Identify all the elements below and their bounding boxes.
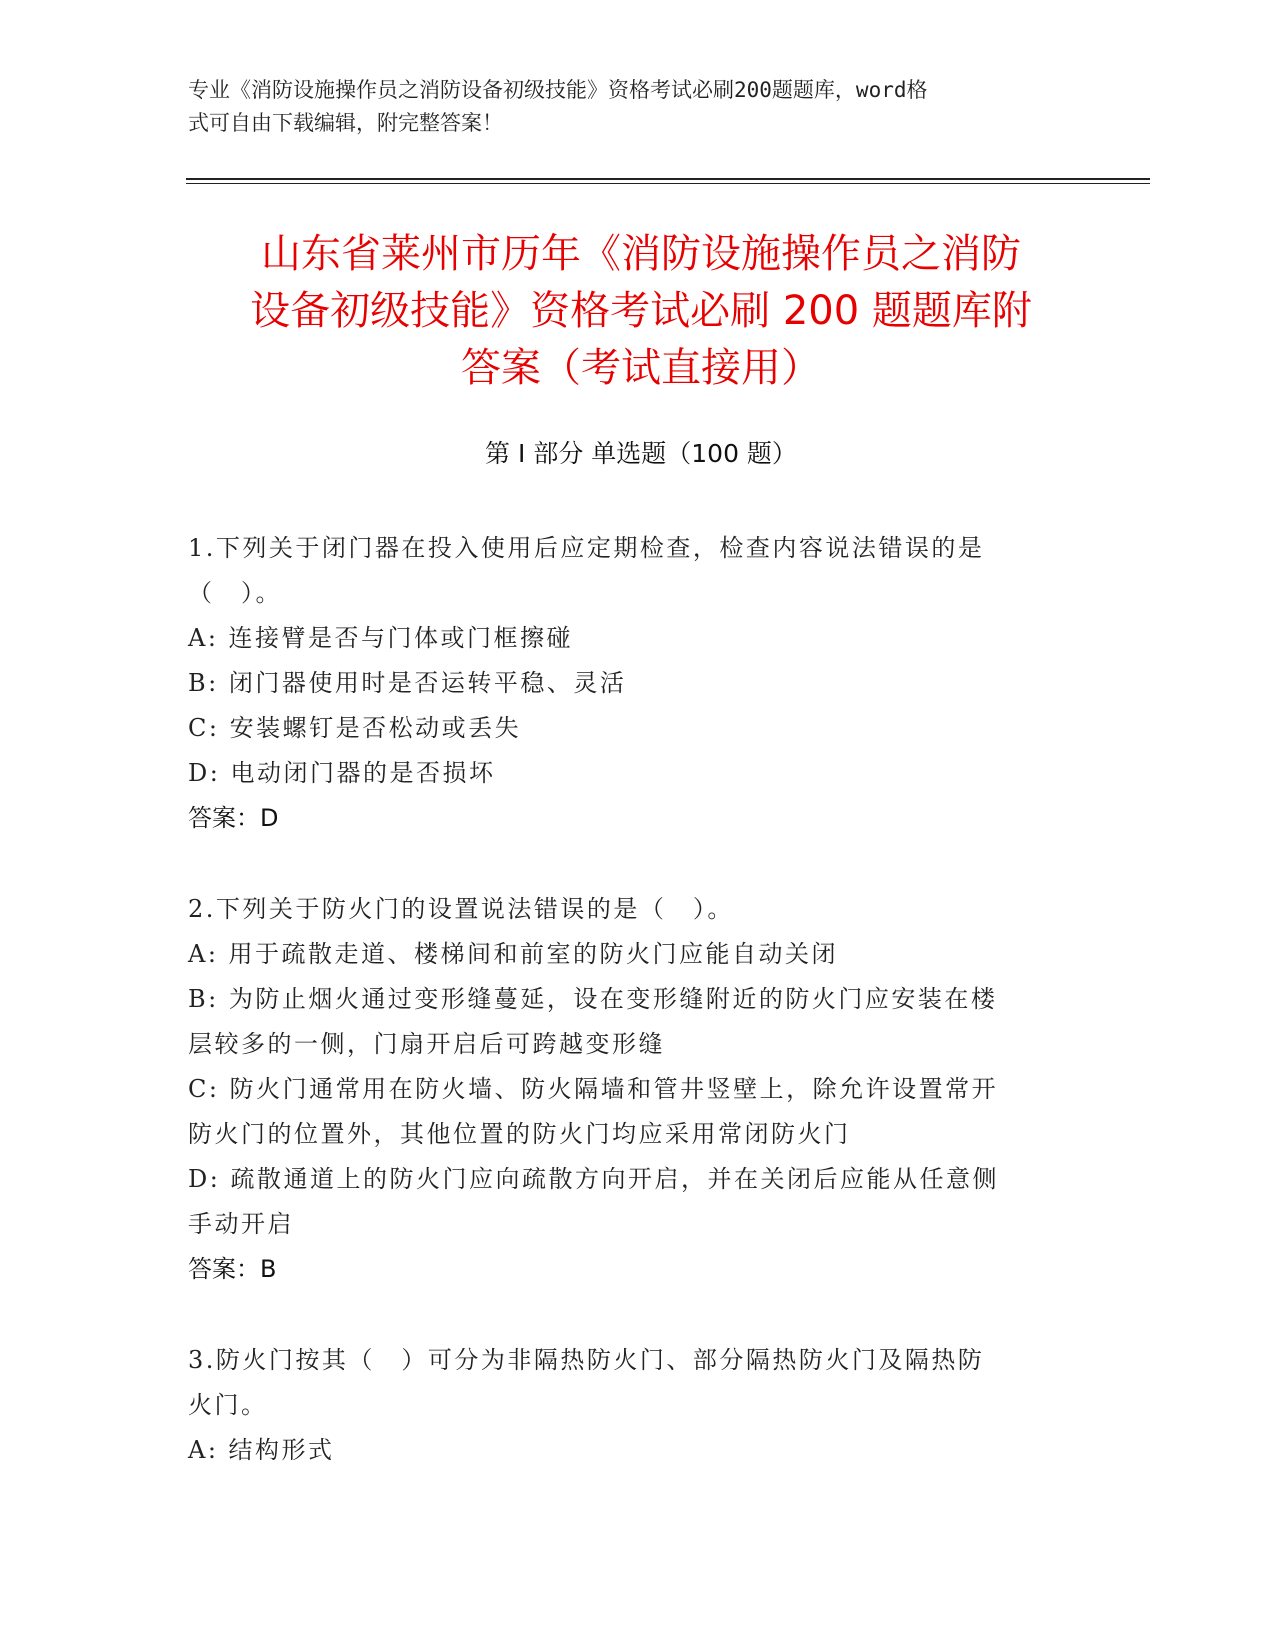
document-title-line-1: 山东省莱州市历年《消防设施操作员之消防: [261, 231, 1021, 277]
question-stem: 2.下列关于防火门的设置说法错误的是（ ）。: [188, 895, 734, 923]
question-stem: 1.下列关于闭门器在投入使用后应定期检查，检查内容说法错误的是: [188, 534, 985, 562]
question-1: [188, 526, 1078, 841]
option-d: D: 电动闭门器的是否损坏: [188, 759, 496, 787]
header-rule-thick: [186, 178, 1150, 180]
header-note: [188, 74, 1068, 140]
option-d: D: 疏散通道上的防火门应向疏散方向开启，并在关闭后应能从任意侧: [188, 1165, 999, 1193]
option-c-continued: 防火门的位置外，其他位置的防火门均应采用常闭防火门: [188, 1120, 851, 1148]
header-note-line-1: 专业《消防设施操作员之消防设备初级技能》资格考试必刷200题题库，word格: [188, 78, 928, 102]
option-a: A: 连接臂是否与门体或门框擦碰: [188, 624, 574, 652]
header-note-line-2: 式可自由下载编辑，附完整答案！: [188, 111, 503, 135]
option-d-continued: 手动开启: [188, 1210, 294, 1238]
question-3: [188, 1338, 1078, 1473]
option-b: B: 闭门器使用时是否运转平稳、灵活: [188, 669, 627, 697]
option-b-continued: 层较多的一侧，门扇开启后可跨越变形缝: [188, 1030, 665, 1058]
option-a: A: 结构形式: [188, 1436, 335, 1464]
answer-label: 答案：B: [188, 1255, 277, 1283]
option-b: B: 为防止烟火通过变形缝蔓延，设在变形缝附近的防火门应安装在楼: [188, 985, 998, 1013]
question-stem-continued: 火门。: [188, 1391, 268, 1419]
option-c: C: 安装螺钉是否松动或丢失: [188, 714, 522, 742]
question-2: [188, 887, 1078, 1292]
section-heading: 第 I 部分 单选题（100 题）: [485, 439, 797, 468]
document-title-line-2: 设备初级技能》资格考试必刷 200 题题库附: [250, 288, 1032, 334]
document-title: [186, 226, 1096, 397]
question-stem-continued: （ ）。: [188, 579, 282, 607]
question-list: [188, 526, 1078, 1519]
option-a: A: 用于疏散走道、楼梯间和前室的防火门应能自动关闭: [188, 940, 839, 968]
answer-label: 答案：D: [188, 804, 279, 832]
header-rule-thin: [186, 183, 1150, 184]
question-stem: 3.防火门按其（ ）可分为非隔热防火门、部分隔热防火门及隔热防: [188, 1346, 985, 1374]
document-title-line-3: 答案（考试直接用）: [461, 345, 821, 391]
option-c: C: 防火门通常用在防火墙、防火隔墙和管井竖壁上，除允许设置常开: [188, 1075, 999, 1103]
